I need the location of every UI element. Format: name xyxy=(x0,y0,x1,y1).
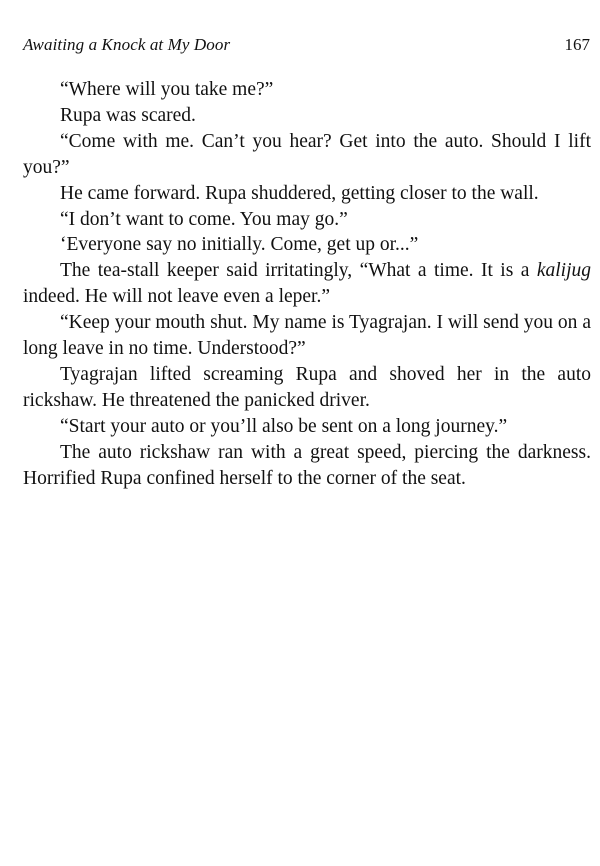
paragraph: “Where will you take me?” xyxy=(60,79,274,100)
page-number: 167 xyxy=(564,35,590,54)
paragraph: “Start your auto or you’ll also be sent on a long journey.” xyxy=(60,415,508,437)
paragraph-text: indeed. He will not leave even a leper.” xyxy=(23,286,330,308)
paragraph: The auto rickshaw ran with a great speed, piercing the darkness. Horrified Rupa confined herself to the corner of the seat. xyxy=(23,441,591,489)
paragraph xyxy=(23,258,591,310)
paragraph-text: The tea-stall keeper said irritatingly, “What a time. It is a xyxy=(60,260,537,282)
paragraph: ‘Everyone say no initially. Come, get up or...” xyxy=(60,234,419,256)
running-head xyxy=(23,35,590,59)
running-title: Awaiting a Knock at My Door xyxy=(23,35,231,54)
paragraph: “I don’t want to come. You may go.” xyxy=(60,208,348,230)
body-text xyxy=(23,77,591,492)
paragraph: “Come with me. Can’t you hear? Get into the auto. Should I lift you?” xyxy=(23,130,591,178)
paragraph: He came forward. Rupa shuddered, getting closer to the wall. xyxy=(60,182,539,204)
paragraph: Tyagrajan lifted screaming Rupa and shoved her in the auto rickshaw. He threatened the panicked driver. xyxy=(23,363,591,411)
paragraph: Rupa was scared. xyxy=(60,104,196,126)
paragraph: “Keep your mouth shut. My name is Tyagrajan. I will send you on a long leave in no time. Understood?” xyxy=(23,312,591,360)
italic-word: kalijug xyxy=(536,260,591,282)
